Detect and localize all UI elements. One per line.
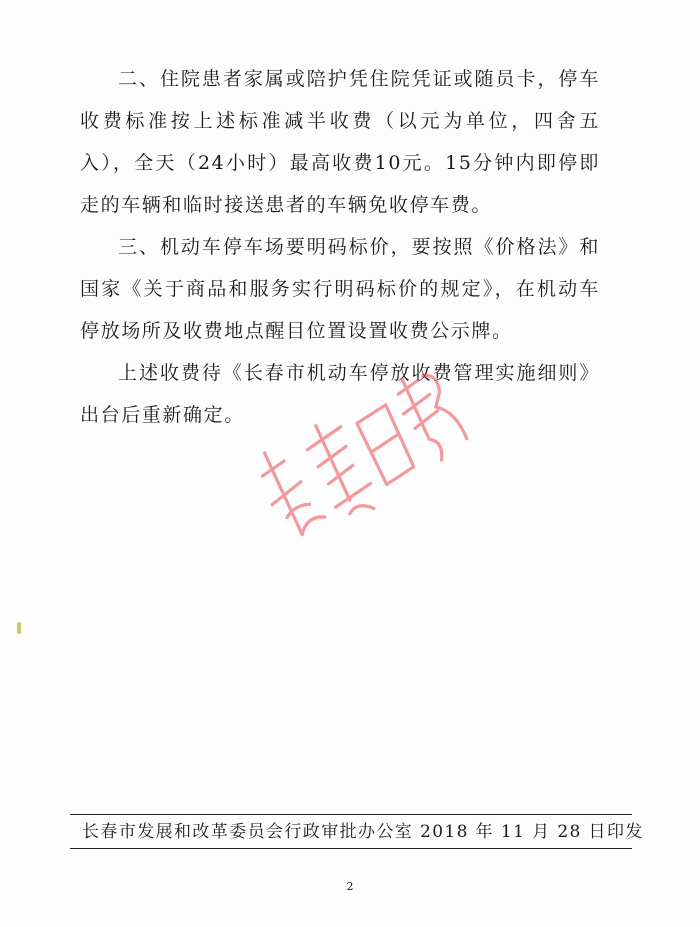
footer-bottom-rule	[70, 848, 632, 849]
paragraph-parking-fee-half: 二、住院患者家属或陪护凭住院凭证或随员卡，停车收费标准按上述标准减半收费（以元为单位，四舍五入），全天（24小时）最高收费10元。15分钟内即停即走的车辆和临时接送患者的车辆免收停车费。	[80, 68, 600, 216]
scan-speck	[17, 622, 21, 634]
page-number: 2	[346, 880, 354, 893]
footer-top-rule	[70, 814, 632, 815]
paragraph-price-marking: 三、机动车停车场要明码标价，要按照《价格法》和国家《关于商品和服务实行明码标价的规定》，在机动车停放场所及收费地点醒目位置设置收费公示牌。	[80, 236, 600, 342]
paragraph-fee-redetermination: 上述收费待《长春市机动车停放收费管理实施细则》出台后重新确定。	[80, 362, 600, 426]
issuing-office-footer: 长春市发展和改革委员会行政审批办公室 2018 年 11 月 28 日印发	[82, 822, 644, 842]
